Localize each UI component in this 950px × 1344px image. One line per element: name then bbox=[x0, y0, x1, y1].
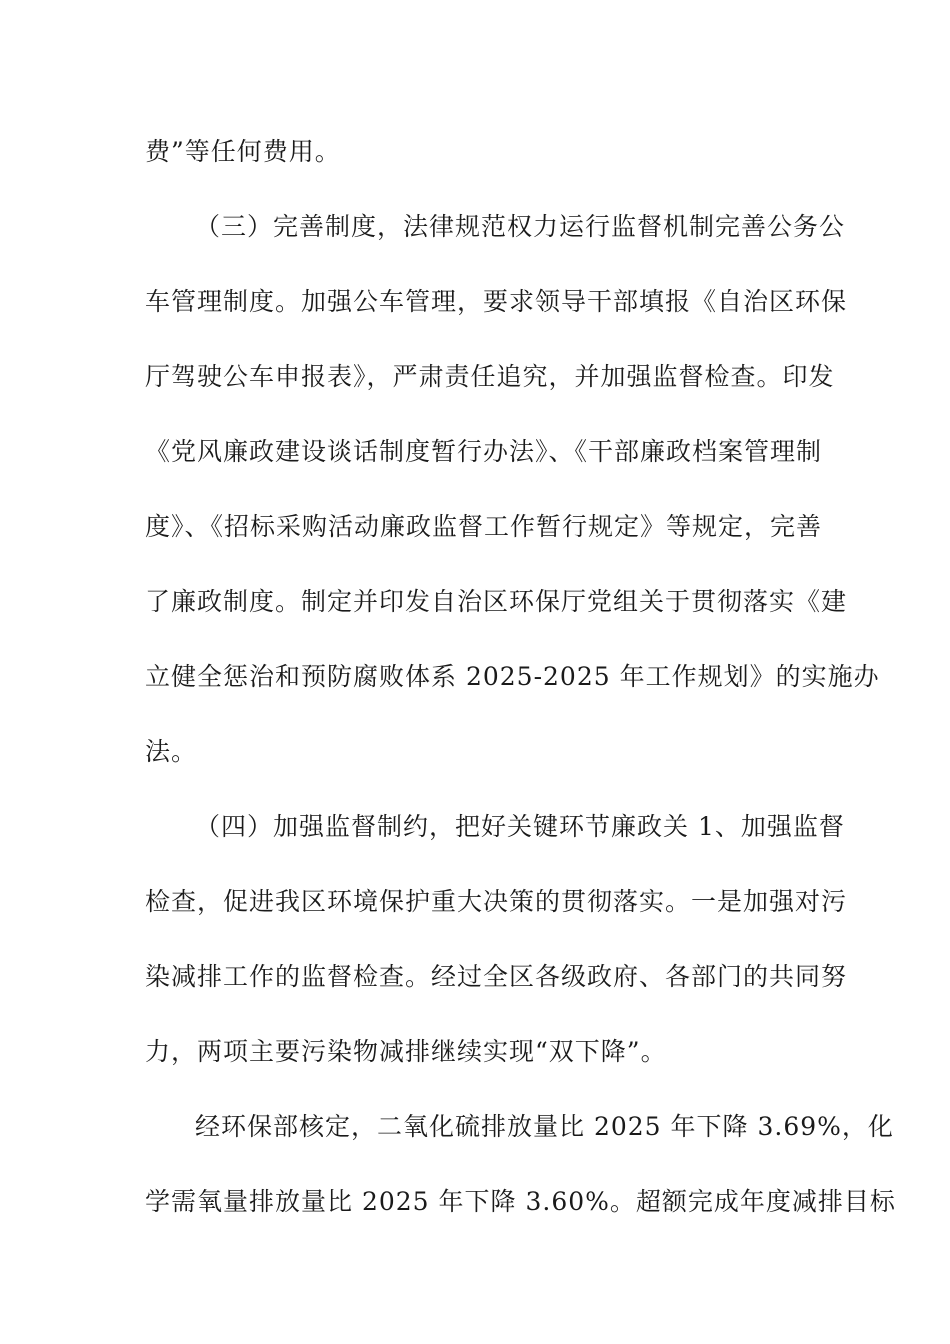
text-line: 费”等任何费用。 bbox=[145, 137, 341, 166]
text-line: 《党风廉政建设谈话制度暂行办法》、《干部廉政档案管理制 bbox=[145, 437, 823, 466]
text-line: 学需氧量排放量比 2025 年下降 3.60%。超额完成年度减排目标 bbox=[145, 1187, 896, 1216]
paragraph-heading-3: （三）完善制度，法律规范权力运行监督机制完善公务公 bbox=[195, 212, 846, 241]
paragraph-heading-4: （四）加强监督制约，把好关键环节廉政关 1、加强监督 bbox=[195, 812, 845, 841]
text-line: 染减排工作的监督检查。经过全区各级政府、各部门的共同努 bbox=[145, 962, 848, 991]
text-line: 力，两项主要污染物减排继续实现“双下降”。 bbox=[145, 1037, 667, 1066]
text-line: 车管理制度。加强公车管理，要求领导干部填报《自治区环保 bbox=[145, 287, 848, 316]
paragraph-start: 经环保部核定，二氧化硫排放量比 2025 年下降 3.69%，化 bbox=[195, 1112, 894, 1141]
text-line: 了廉政制度。制定并印发自治区环保厅党组关于贯彻落实《建 bbox=[145, 587, 848, 616]
text-line: 立健全惩治和预防腐败体系 2025-2025 年工作规划》的实施办 bbox=[145, 662, 880, 691]
text-line: 检查，促进我区环境保护重大决策的贯彻落实。一是加强对污 bbox=[145, 887, 848, 916]
text-line: 厅驾驶公车申报表》，严肃责任追究，并加强监督检查。印发 bbox=[145, 362, 835, 391]
text-line: 度》、《招标采购活动廉政监督工作暂行规定》等规定，完善 bbox=[145, 512, 823, 541]
text-line: 法。 bbox=[145, 737, 198, 766]
